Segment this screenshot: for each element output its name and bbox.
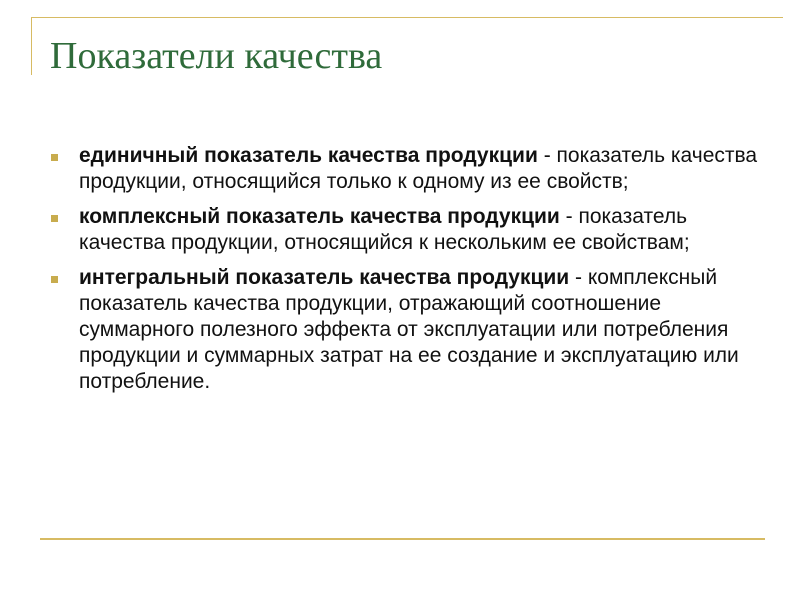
square-bullet-icon	[51, 276, 58, 283]
list-item	[50, 265, 770, 395]
slide-title: Показатели качества	[50, 35, 383, 77]
top-divider	[31, 17, 783, 18]
left-divider	[31, 17, 32, 75]
definition: - показатель качества продукции, относящийся только к одному из ее свойств;	[79, 144, 758, 193]
square-bullet-icon	[51, 154, 58, 161]
list-item	[50, 204, 770, 256]
square-bullet-icon	[51, 215, 58, 222]
list-item	[50, 143, 770, 195]
term: комплексный показатель качества продукции	[79, 205, 560, 228]
term: интегральный показатель качества продукции	[79, 266, 570, 289]
definition-list	[50, 143, 770, 404]
term: единичный показатель качества продукции	[79, 144, 538, 167]
definition: - комплексный показатель качества продукции, отражающий соотношение суммарного полезного эффекта от эксплуатации или потребления продукции и суммарных затрат на ее создание и эксплуатацию или потребление.	[79, 266, 739, 393]
bottom-divider	[40, 538, 765, 540]
definition: - показатель качества продукции, относящийся к нескольким ее свойствам;	[79, 205, 690, 254]
